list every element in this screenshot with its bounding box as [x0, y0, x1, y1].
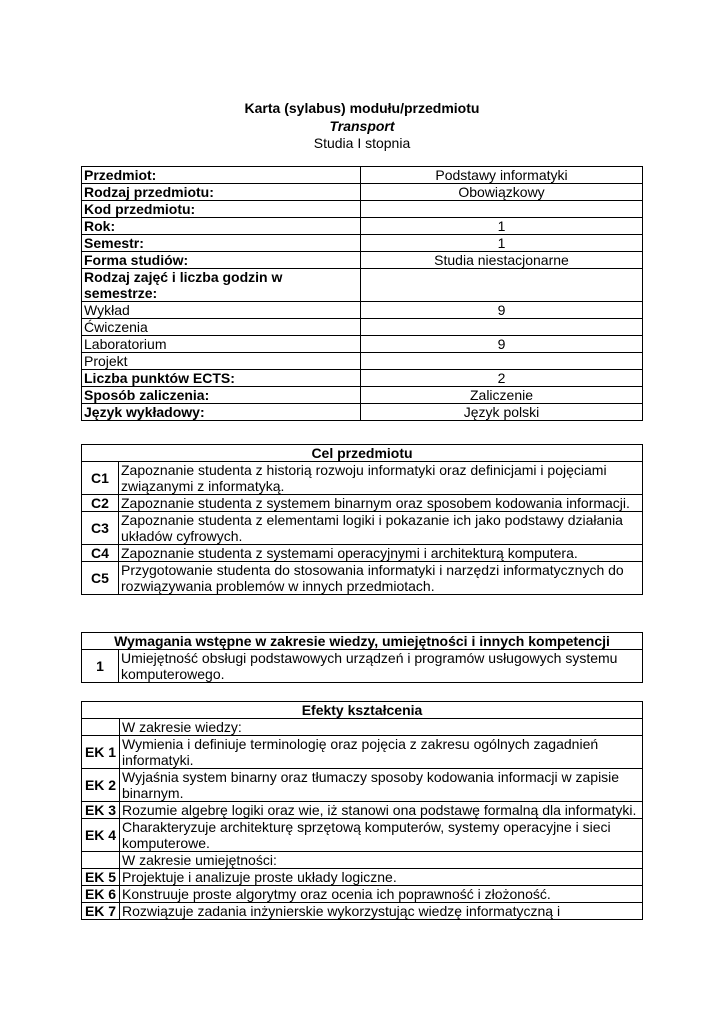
goal-text: Zapoznanie studenta z historią rozwoju informatyki oraz definicjami i pojęciami związanymi z informatyką. — [119, 462, 643, 495]
info-value — [361, 319, 643, 336]
info-label: Rok: — [82, 218, 361, 235]
goal-row — [82, 495, 643, 512]
field-of-study: Transport — [329, 118, 395, 134]
info-label: Forma studiów: — [82, 252, 361, 269]
goal-text: Przygotowanie studenta do stosowania informatyki i narzędzi informatycznych do rozwiązywania problemów w innych przedmiotach. — [119, 562, 643, 595]
info-value: 9 — [361, 302, 643, 319]
info-label: Rodzaj przedmiotu: — [82, 184, 361, 201]
info-label: Wykład — [82, 302, 361, 319]
info-label: Rodzaj zajęć i liczba godzin w semestrze: — [82, 269, 361, 302]
outcome-code: EK 4 — [82, 819, 120, 852]
goal-code: C5 — [82, 562, 119, 595]
info-row — [82, 235, 643, 252]
info-value: 9 — [361, 336, 643, 353]
info-label: Semestr: — [82, 235, 361, 252]
outcomes-heading: Efekty kształcenia — [82, 702, 643, 719]
info-value: 1 — [361, 235, 643, 252]
info-row — [82, 269, 643, 302]
info-label: Sposób zaliczenia: — [82, 387, 361, 404]
document-title: Karta (sylabus) modułu/przedmiotu — [244, 100, 480, 116]
info-value: Studia niestacjonarne — [361, 252, 643, 269]
outcome-code: EK 6 — [82, 886, 120, 903]
outcome-text: Rozumie algebrę logiki oraz wie, iż stanowi ona podstawę formalną dla informatyki. — [120, 802, 643, 819]
goal-code: C4 — [82, 545, 119, 562]
info-row — [82, 404, 643, 421]
info-row — [82, 184, 643, 201]
info-row — [82, 353, 643, 370]
info-row — [82, 387, 643, 404]
outcome-text: Projektuje i analizuje proste układy logiczne. — [120, 869, 643, 886]
outcome-row — [82, 736, 643, 769]
info-label: Kod przedmiotu: — [82, 201, 361, 218]
info-row — [82, 201, 643, 218]
learning-outcomes-table — [81, 701, 643, 920]
info-value: Podstawy informatyki — [361, 167, 643, 184]
goal-row — [82, 512, 643, 545]
info-value: Język polski — [361, 404, 643, 421]
info-value: 2 — [361, 370, 643, 387]
goal-code: C2 — [82, 495, 119, 512]
info-value: Zaliczenie — [361, 387, 643, 404]
outcome-code: EK 1 — [82, 736, 120, 769]
outcome-row — [82, 819, 643, 852]
info-value: Obowiązkowy — [361, 184, 643, 201]
outcome-text: Wymienia i definiuje terminologię oraz pojęcia z zakresu ogólnych zagadnień informatyki. — [120, 736, 643, 769]
goal-row — [82, 562, 643, 595]
prerequisite-row — [82, 650, 643, 683]
study-level: Studia I stopnia — [313, 135, 411, 151]
goal-code: C3 — [82, 512, 119, 545]
info-row — [82, 370, 643, 387]
info-value — [361, 269, 643, 302]
info-row — [82, 252, 643, 269]
prerequisites-heading: Wymagania wstępne w zakresie wiedzy, umiejętności i innych kompetencji — [82, 633, 643, 650]
prerequisite-code: 1 — [82, 650, 119, 683]
goals-heading: Cel przedmiotu — [82, 445, 643, 462]
outcome-row — [82, 903, 643, 920]
empty-code-cell — [82, 852, 120, 869]
knowledge-section-label: W zakresie wiedzy: — [120, 719, 643, 736]
outcome-row — [82, 869, 643, 886]
info-row — [82, 167, 643, 184]
info-label: Przedmiot: — [82, 167, 361, 184]
outcome-text: Wyjaśnia system binarny oraz tłumaczy sposoby kodowania informacji w zapisie binarnym. — [120, 769, 643, 802]
goal-row — [82, 545, 643, 562]
outcome-row — [82, 769, 643, 802]
outcome-row — [82, 802, 643, 819]
outcome-text: Rozwiązuje zadania inżynierskie wykorzystując wiedzę informatyczną i — [120, 903, 643, 920]
info-value — [361, 201, 643, 218]
prerequisites-table — [81, 632, 643, 683]
goal-row — [82, 462, 643, 495]
info-label: Liczba punktów ECTS: — [82, 370, 361, 387]
info-value — [361, 353, 643, 370]
outcome-text: Konstruuje proste algorytmy oraz ocenia ich poprawność i złożoność. — [120, 886, 643, 903]
goal-code: C1 — [82, 462, 119, 495]
info-row — [82, 336, 643, 353]
goal-text: Zapoznanie studenta z elementami logiki i pokazanie ich jako podstawy działania układów cyfrowych. — [119, 512, 643, 545]
course-info-table — [81, 166, 643, 421]
info-row — [82, 302, 643, 319]
info-label: Projekt — [82, 353, 361, 370]
goal-text: Zapoznanie studenta z systemem binarnym oraz sposobem kodowania informacji. — [119, 495, 643, 512]
empty-code-cell — [82, 719, 120, 736]
outcome-row — [82, 886, 643, 903]
outcome-code: EK 2 — [82, 769, 120, 802]
course-goals-table — [81, 444, 643, 595]
info-label: Laboratorium — [82, 336, 361, 353]
info-row — [82, 218, 643, 235]
info-label: Ćwiczenia — [82, 319, 361, 336]
goal-text: Zapoznanie studenta z systemami operacyjnymi i architekturą komputera. — [119, 545, 643, 562]
skills-section-label: W zakresie umiejętności: — [120, 852, 643, 869]
prerequisite-text: Umiejętność obsługi podstawowych urządzeń i programów usługowych systemu komputerowego. — [119, 650, 643, 683]
info-value: 1 — [361, 218, 643, 235]
info-row — [82, 319, 643, 336]
outcome-code: EK 5 — [82, 869, 120, 886]
info-label: Język wykładowy: — [82, 404, 361, 421]
outcome-code: EK 7 — [82, 903, 120, 920]
outcome-text: Charakteryzuje architekturę sprzętową komputerów, systemy operacyjne i sieci komputerowe. — [120, 819, 643, 852]
outcome-code: EK 3 — [82, 802, 120, 819]
